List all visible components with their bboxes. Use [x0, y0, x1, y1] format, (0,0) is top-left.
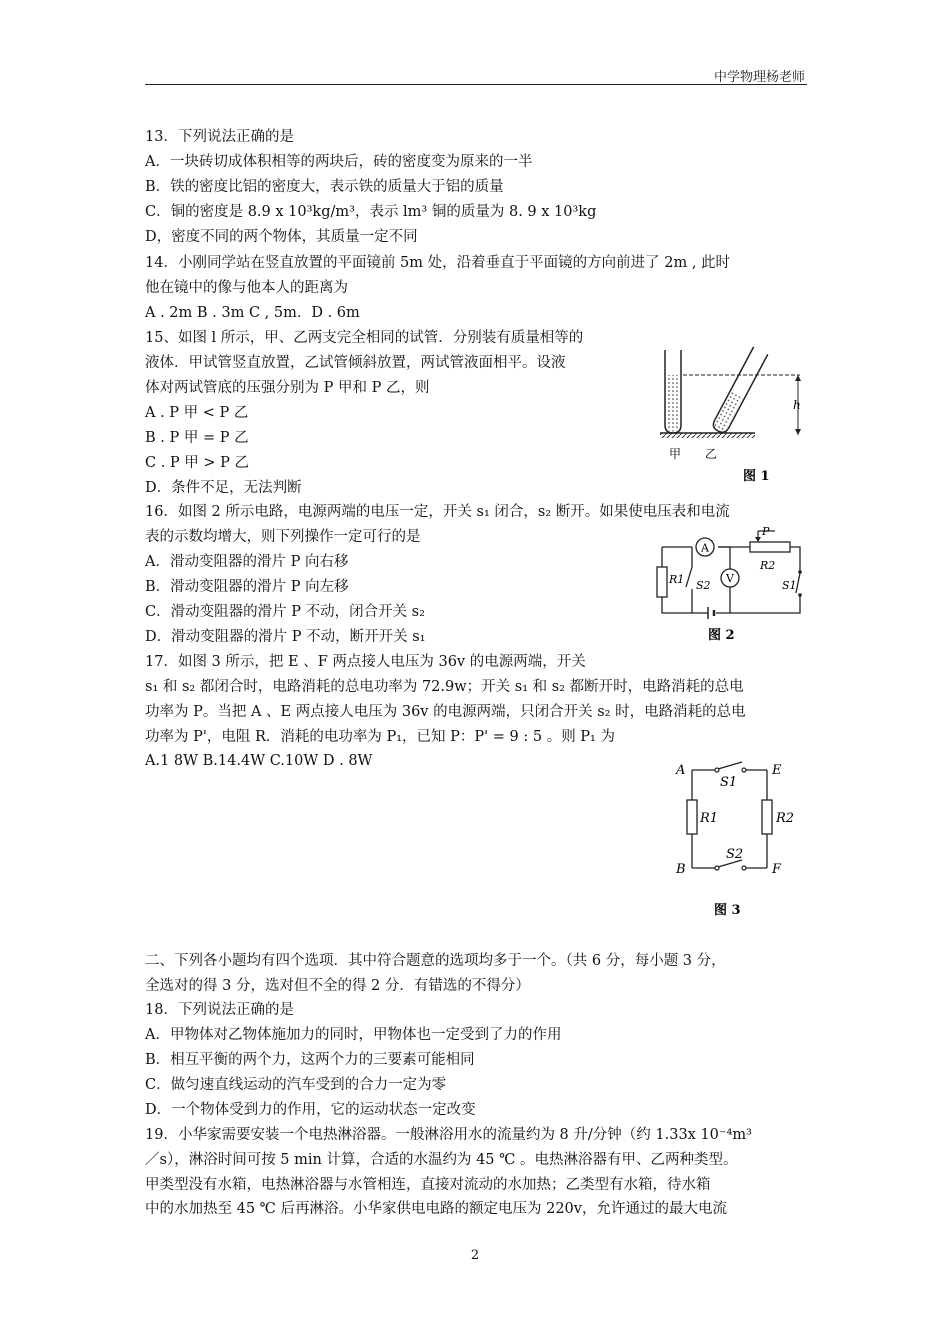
q13-option-a: A．一块砖切成体积相等的两块后，砖的密度变为原来的一半	[145, 154, 533, 170]
height-label: h	[793, 398, 801, 412]
q18-option-d: D．一个物体受到力的作用，它的运动状态一定改变	[145, 1102, 476, 1118]
resistor-r2	[762, 800, 772, 834]
ammeter-label: A	[701, 541, 709, 555]
page-number: 2	[470, 1248, 480, 1263]
q16-stem-line2: 表的示数均增大，则下列操作一定可行的是	[145, 529, 421, 545]
figure-2-caption: 图 2	[708, 628, 735, 643]
q15-option-c: C . P 甲 > P 乙	[145, 455, 250, 471]
q17-stem-line3: 功率为 P。当把 A 、E 两点接人电压为 36v 的电源两端，只闭合开关 s₂ 时，电路消耗的总电	[145, 704, 746, 720]
q16-option-a: A．滑动变阻器的滑片 P 向右移	[145, 554, 349, 570]
q18-stem: 18．下列说法正确的是	[145, 1002, 294, 1018]
figure-3-circuit	[670, 752, 820, 927]
q16-option-c: C．滑动变阻器的滑片 P 不动，闭合开关 s₂	[145, 604, 425, 620]
node-a-label: A	[676, 763, 686, 778]
r1-label: R1	[669, 573, 685, 586]
r2-label: R2	[776, 811, 795, 826]
switch-s1	[718, 762, 742, 769]
slider-label: P	[762, 527, 770, 538]
r2-label: R2	[760, 559, 776, 572]
section2-instructions-line2: 全选对的得 3 分，选对但不全的得 2 分．有错选的不得分）	[145, 978, 530, 994]
section2-instructions-line1: 二、下列各小题均有四个选项．其中符合题意的选项均多于一个。（共 6 分，每小题 3 分，	[145, 953, 726, 969]
figure-1-caption: 图 1	[743, 469, 770, 484]
q14-stem-line2: 他在镜中的像与他本人的距离为	[145, 280, 348, 296]
node-f-label: F	[772, 862, 782, 877]
switch-s1	[796, 573, 800, 593]
q16-option-d: D．滑动变阻器的滑片 P 不动，断开开关 s₁	[145, 629, 426, 645]
q15-option-a: A . P 甲 < P 乙	[145, 405, 249, 421]
q18-option-c: C．做匀速直线运动的汽车受到的合力一定为零	[145, 1077, 447, 1093]
r1-label: R1	[700, 811, 719, 826]
q15-stem-line3: 体对两试管底的压强分别为 P 甲和 P 乙，则	[145, 380, 430, 396]
rheostat-r2	[750, 542, 790, 552]
q15-stem-line1: 15、如图 l 所示，甲、乙两支完全相同的试管．分别装有质量相等的	[145, 330, 584, 346]
q17-stem-line2: s₁ 和 s₂ 都闭合时，电路消耗的总电功率为 72.9w；开关 s₁ 和 s₂ 都断开时，电路消耗的总电	[145, 679, 744, 695]
q19-stem-line3: 甲类型没有水箱，电热淋浴器与水管相连，直接对流动的水加热；乙类型有水箱，待水箱	[145, 1177, 711, 1193]
s1-label: S1	[782, 579, 797, 592]
q17-options: A.1 8W B.14.4W C.10W D . 8W	[145, 753, 373, 769]
label-yi: 乙	[705, 447, 718, 461]
s1-label: S1	[720, 775, 738, 790]
q14-options: A . 2m B . 3m C , 5m．D . 6m	[145, 305, 360, 321]
resistor-r1	[687, 800, 697, 834]
q13-option-b: B．铁的密度比铝的密度大，表示铁的质量大于铝的质量	[145, 179, 504, 195]
q15-stem-line2: 液体．甲试管竖直放置，乙试管倾斜放置，两试管液面相平。设液	[145, 355, 566, 371]
header-rule	[145, 84, 807, 85]
liquid-jia	[667, 375, 680, 432]
q18-option-b: B．相互平衡的两个力，这两个力的三要素可能相同	[145, 1052, 475, 1068]
q17-stem-line1: 17．如图 3 所示，把 E 、F 两点接人电压为 36v 的电源两端，开关	[145, 654, 586, 670]
q19-stem-line1: 19．小华家需要安装一个电热淋浴器。一般淋浴用水的流量约为 8 升/分钟（约 1.33x 10⁻⁴m³	[145, 1127, 752, 1143]
header-title: 中学物理杨老师	[713, 70, 805, 85]
q18-option-a: A．甲物体对乙物体施加力的同时，甲物体也一定受到了力的作用	[145, 1027, 562, 1043]
node-e-label: E	[772, 763, 782, 778]
q17-stem-line4: 功率为 P'，电阻 R．消耗的电功率为 P₁，已知 P：P' = 9 : 5 。则 P₁ 为	[145, 729, 615, 745]
label-jia: 甲	[669, 447, 682, 461]
resistor-r1	[657, 567, 667, 597]
q13-option-d: D，密度不同的两个物体，其质量一定不同	[145, 229, 418, 245]
figure-1-test-tubes	[655, 345, 815, 490]
figure-3-caption: 图 3	[714, 903, 741, 918]
q15-option-b: B . P 甲 = P 乙	[145, 430, 249, 446]
q19-stem-line4: 中的水加热至 45 ℃ 后再淋浴。小华家供电电路的额定电压为 220v，允许通过的最大电流	[145, 1201, 727, 1217]
q16-stem-line1: 16．如图 2 所示电路，电源两端的电压一定，开关 s₁ 闭合，s₂ 断开。如果使电压表和电流	[145, 504, 730, 520]
q16-option-b: B．滑动变阻器的滑片 P 向左移	[145, 579, 349, 595]
s2-label: S2	[696, 579, 711, 592]
test-tube-yi	[711, 347, 768, 435]
node-b-label: B	[676, 862, 686, 877]
voltmeter-label: V	[726, 572, 734, 585]
s2-label: S2	[726, 847, 744, 862]
q13-stem: 13．下列说法正确的是	[145, 129, 294, 145]
figure-2-circuit	[650, 527, 810, 645]
q15-option-d: D．条件不足，无法判断	[145, 480, 302, 496]
q14-stem-line1: 14．小刚同学站在竖直放置的平面镜前 5m 处，沿着垂直于平面镜的方向前进了 2m , 此时	[145, 255, 731, 271]
q13-option-c: C．铜的密度是 8.9 x 10³kg/m³，表示 lm³ 铜的质量为 8. 9 x 10³kg	[145, 204, 597, 220]
q19-stem-line2: ／s），淋浴时间可按 5 min 计算，合适的水温约为 45 ℃ 。电热淋浴器有甲、乙两种类型。	[145, 1152, 738, 1168]
switch-s2	[686, 567, 692, 587]
